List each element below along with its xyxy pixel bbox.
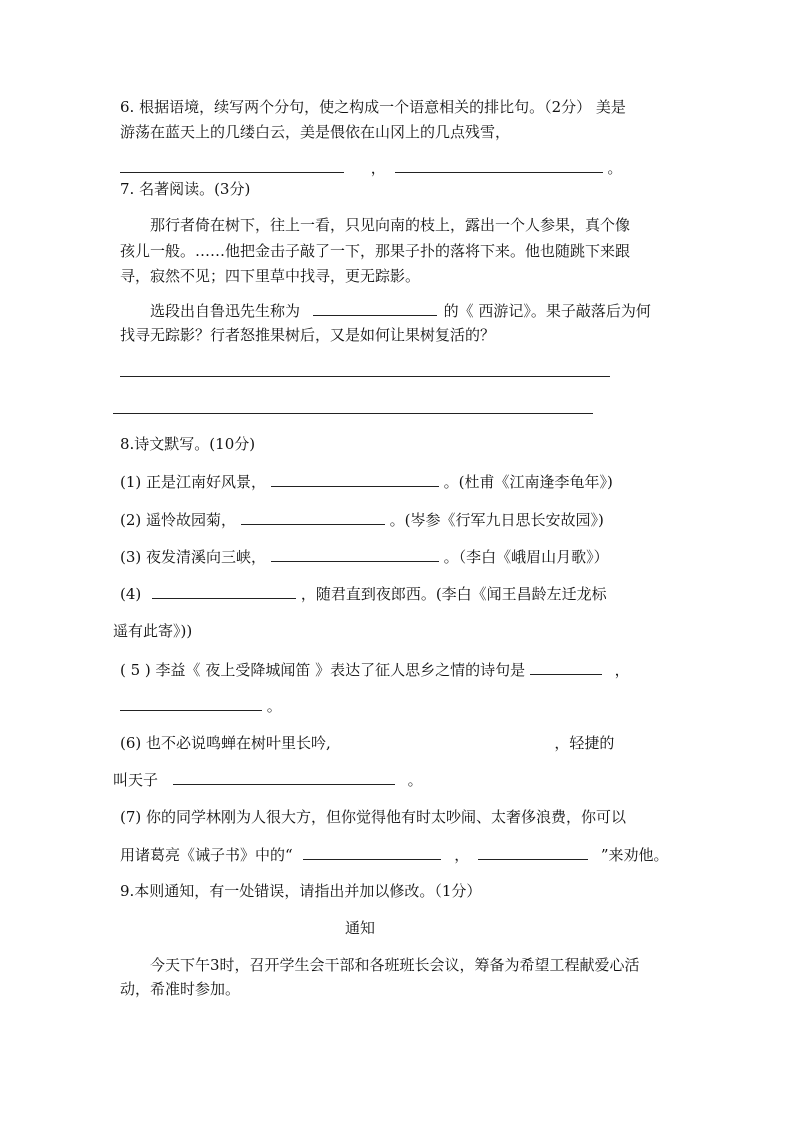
q6-line2: 游荡在蓝天上的几缕白云，美是偎依在山冈上的几点残雪， [120, 123, 511, 141]
q8-blank-3[interactable] [271, 545, 439, 562]
q9-notice-line2: 动，希准时参加。 [120, 980, 241, 998]
q8-item-6-cont-prefix: 叫天子 [113, 771, 159, 789]
q8-item-4-prefix: (4) [120, 585, 142, 603]
q8-item-4-suffix: ，随君直到夜郎西。(李白《闻王昌龄左迁龙标 [300, 585, 607, 603]
q8-item-6-mid: ，轻捷的 [554, 734, 615, 752]
q7-question-line2: 找寻无踪影？行者怒推果树后，又是如何让果树复活的？ [120, 326, 496, 344]
q8-item-7-line1: (7) 你的同学林刚为人很大方，但你觉得他有时太吵闹、太奢侈浪费，你可以 [120, 808, 627, 826]
q7-answer-line-2[interactable] [113, 413, 593, 414]
q8-item-6-end: 。 [407, 771, 423, 789]
q8-item-3-prefix: (3) 夜发清溪向三峡， [120, 548, 267, 566]
q8-item-1-prefix: (1) 正是江南好风景， [120, 473, 267, 491]
q7-title: 7. 名著阅读。(3分) [120, 180, 251, 198]
q6-blank-2[interactable] [395, 156, 603, 173]
q7-passage-line2: 孩儿一般。……他把金击子敲了一下，那果子扑的落将下来。他也随跳下来跟 [120, 242, 631, 260]
q7-passage-line1: 那行者倚在树下，往上一看，只见向南的枝上，露出一个人参果，真个像 [150, 216, 631, 234]
q8-blank-5b[interactable] [120, 694, 262, 711]
q7-q1-suffix: 的《 西游记》。果子敲落后为何 [443, 302, 651, 320]
q6-end: 。 [607, 159, 623, 177]
q8-item-3-suffix: 。（李白《峨眉山月歌》） [443, 548, 609, 566]
q8-blank-7a[interactable] [303, 843, 441, 860]
q8-item-2-prefix: (2) 遥怜故园菊， [120, 511, 237, 529]
q8-item-5 [120, 658, 630, 681]
q8-item-5-comma: ， [614, 661, 630, 679]
q8-blank-7b[interactable] [478, 843, 588, 860]
q8-item-5-prefix: ( 5 ) 李益《 夜上受降城闻笛 》表达了征人思乡之情的诗句是 [120, 661, 526, 679]
q6-comma: ， [370, 159, 386, 177]
q9-notice-title: 通知 [345, 919, 376, 937]
q8-item-6-prefix: (6) 也不必说鸣蝉在树叶里长吟, [120, 734, 331, 752]
q7-q1-prefix: 选段出自鲁迅先生称为 [150, 302, 301, 320]
q7-answer-line-1[interactable] [120, 376, 610, 377]
q8-item-1-suffix: 。(杜甫《江南逢李龟年》) [443, 473, 613, 491]
q8-item-2-suffix: 。(岑参《行军九日思长安故园》) [389, 511, 604, 529]
q8-item-1 [120, 470, 613, 493]
q7-passage-line3: 寻，寂然不见；四下里草中找寻，更无踪影。 [120, 267, 421, 285]
q8-blank-1[interactable] [271, 470, 439, 487]
q9-notice-line1: 今天下午3时，召开学生会干部和各班班长会议，筹备为希望工程献爱心活 [150, 956, 640, 974]
q8-item-4-cont: 遥有此寄》)) [113, 622, 193, 640]
q8-item-7-prefix: 用诸葛亮《诫子书》中的“ [120, 846, 293, 864]
q6-line1: 6. 根据语境，续写两个分句，使之构成一个语意相关的排比句。（2分） 美是 [120, 98, 626, 116]
q8-title: 8.诗文默写。(10分) [120, 435, 256, 453]
q7-blank-book[interactable] [313, 299, 437, 316]
q6-answer-row [120, 156, 622, 179]
q6-blank-1[interactable] [120, 156, 344, 173]
q8-item-3 [120, 545, 609, 568]
q8-item-5-cont [120, 694, 282, 717]
q8-item-4 [120, 582, 607, 605]
q8-blank-6b[interactable] [173, 768, 395, 785]
q8-item-6 [120, 732, 614, 754]
q8-item-7-suffix: ”来劝他。 [600, 846, 669, 864]
q8-blank-4[interactable] [152, 582, 296, 599]
q8-blank-2[interactable] [241, 508, 385, 525]
q8-item-2 [120, 508, 604, 531]
q8-item-7-line2 [120, 843, 668, 866]
q9-title: 9.本则通知，有一处错误，请指出并加以修改。（1分） [120, 882, 482, 900]
q8-blank-5a[interactable] [530, 658, 602, 675]
q8-item-6-cont [113, 768, 423, 791]
q8-item-5-end: 。 [266, 697, 282, 715]
q7-question-line1 [150, 299, 651, 322]
q8-item-7-comma: ， [454, 846, 470, 864]
